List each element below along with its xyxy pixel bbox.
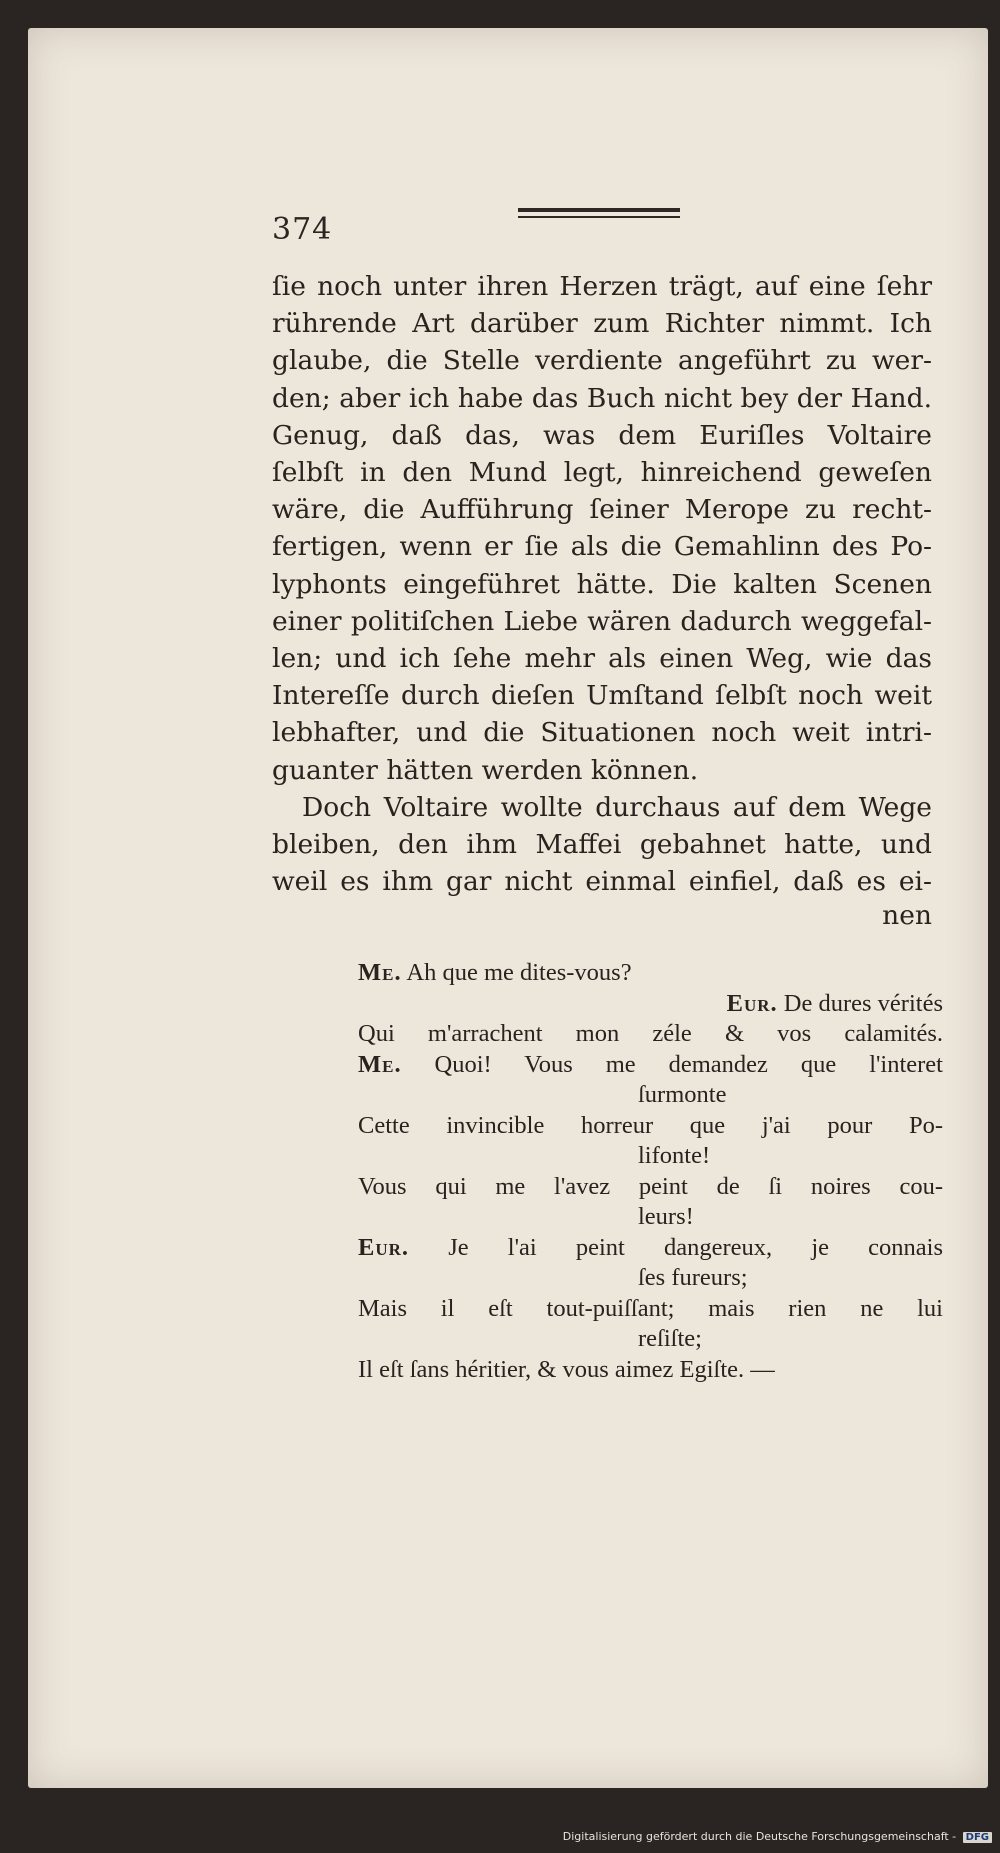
verse-line xyxy=(358,1172,943,1203)
dfg-logo-icon: DFG xyxy=(963,1832,992,1843)
body-text xyxy=(272,268,932,900)
footer-text: Digitalisierung gefördert durch die Deutsche Forschungsgemeinschaft - xyxy=(562,1830,957,1843)
verse-text: reſiſte; xyxy=(638,1325,702,1352)
verse-text: Je l'ai peint dangereux, je connais xyxy=(448,1233,943,1261)
verse-line xyxy=(358,1019,943,1050)
body-line: ſie noch unter ihren Herzen trägt, auf eine ſehr xyxy=(272,271,932,302)
body-line: Genug, daß das, was dem Euriſles Voltaire xyxy=(272,419,932,451)
verse-line xyxy=(358,1050,943,1081)
body-line: rührende Art darüber zum Richter nimmt. Ich xyxy=(272,308,932,340)
verse-line xyxy=(358,1141,943,1172)
body-line: einer politiſchen Liebe wären dadurch weggefal- xyxy=(272,605,932,637)
speaker-label: Me. xyxy=(358,1050,402,1078)
verse-line xyxy=(358,1111,943,1142)
body-line: weil es ihm gar nicht einmal einfiel, daß es ei- xyxy=(272,866,932,898)
speaker-label: Me. xyxy=(358,959,402,986)
body-line: lyphonts eingeführet hätte. Die kalten Scenen xyxy=(272,568,932,600)
verse-line xyxy=(358,1355,943,1386)
speaker-label: Eur. xyxy=(726,989,778,1017)
verse-line xyxy=(358,1263,943,1294)
verse-quote xyxy=(358,958,943,1385)
speaker-label: Eur. xyxy=(358,1233,410,1261)
verse-line xyxy=(358,1324,943,1355)
body-line: lebhafter, und die Situationen noch weit intri- xyxy=(272,717,932,749)
verse-text: De dures vérités xyxy=(783,989,943,1017)
verse-text: leurs! xyxy=(638,1203,694,1230)
verse-text: Cette invincible horreur que j'ai pour Po- xyxy=(358,1111,943,1139)
verse-line xyxy=(358,1233,943,1264)
verse-line xyxy=(358,958,943,989)
verse-text: Il eſt ſans héritier, & vous aimez Egiſte. — xyxy=(358,1355,775,1383)
catchword: nen xyxy=(882,900,932,931)
body-line: den; aber ich habe das Buch nicht bey der Hand. xyxy=(272,382,932,414)
header-rule-thin xyxy=(518,216,680,218)
verse-line xyxy=(358,989,943,1020)
body-line: guanter hätten werden können. xyxy=(272,754,699,786)
body-line: Intereſſe durch dieſen Umſtand ſelbſt noch weit xyxy=(272,680,932,712)
page-number: 374 xyxy=(272,212,333,247)
verse-text: ſurmonte xyxy=(638,1081,727,1108)
body-line: len; und ich ſehe mehr als einen Weg, wie das xyxy=(272,643,932,675)
body-line: wäre, die Aufführung ſeiner Merope zu recht- xyxy=(272,494,932,526)
verse-line xyxy=(358,1080,943,1111)
verse-line xyxy=(358,1202,943,1233)
body-line: ſelbſt in den Mund legt, hinreichend geweſen xyxy=(272,457,932,489)
verse-text: Ah que me dites-vous? xyxy=(406,959,632,986)
verse-text: Qui m'arrachent mon zéle & vos calamités. xyxy=(358,1020,943,1047)
body-line: Doch Voltaire wollte durchaus auf dem Wege xyxy=(302,791,932,823)
header-rule xyxy=(518,208,680,212)
verse-text: Mais il eſt tout-puiſſant; mais rien ne lui xyxy=(358,1294,943,1322)
verse-text: ſes fureurs; xyxy=(638,1264,748,1291)
body-line: bleiben, den ihm Maffei gebahnet hatte, und xyxy=(272,829,932,861)
verse-text: Vous qui me l'avez peint de ſi noires cou- xyxy=(358,1172,943,1200)
body-line: fertigen, wenn er ſie als die Gemahlinn des Po- xyxy=(272,531,932,563)
verse-text: lifonte! xyxy=(638,1142,711,1169)
verse-line xyxy=(358,1294,943,1325)
digitization-footer xyxy=(563,1830,992,1843)
body-line: glaube, die Stelle verdiente angeführt zu wer- xyxy=(272,345,932,377)
verse-text: Quoi! Vous me demandez que l'interet xyxy=(434,1050,943,1078)
